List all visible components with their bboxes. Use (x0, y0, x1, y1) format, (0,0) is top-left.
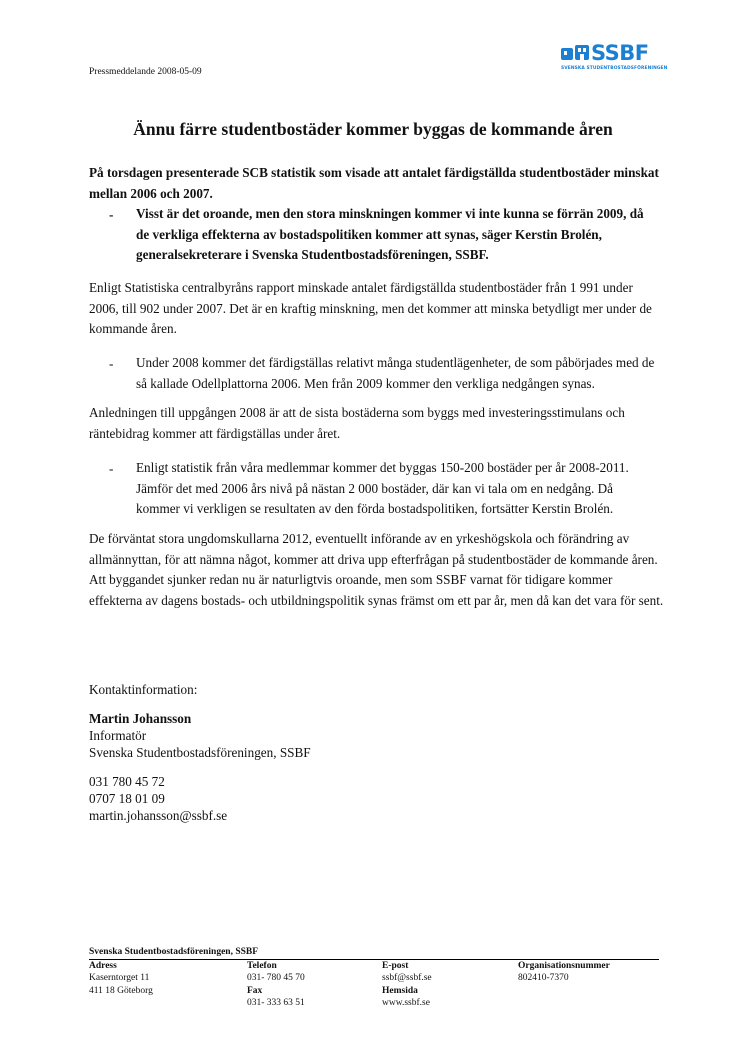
footer-email-label: E-post (382, 961, 409, 971)
footer-web-label: Hemsida (382, 985, 418, 996)
lead-quote: Visst är det oroande, men den stora minskningen kommer vi inte kunna se förrän 2009, då de verkliga effekterna av bostadspolitiken kommer att synas, säger Kerstin Brolén, generalsekreterare i Svenska Studentbostadsföreningen, SSBF. (136, 206, 644, 262)
footer-web-value[interactable]: www.ssbf.se (382, 998, 430, 1009)
footer-phone-label: Telefon (247, 961, 277, 971)
quote-bullet-marker: - (109, 207, 114, 222)
body-paragraph-3: De förväntat stora ungdomskullarna 2012, eventuellt införande av en yrkeshögskola och förändring av allmännyttan, för att nämna något, kommer att driva upp efterfrågan på studentbostäder de kommande åren. Att byggandet sjunker redan nu är naturligtvis oroande, men som SSBF varnat för tidigare kommer effekterna av dagens bostads- och utbildningspolitik synas främst om ett par år, men då kan det vara för sent. (89, 531, 664, 608)
ssbf-logo-icon (561, 44, 591, 64)
footer-orgnr-value: 802410-7370 (518, 973, 569, 984)
contact-org: Svenska Studentbostadsföreningen, SSBF (89, 745, 311, 760)
body-paragraph-2: Anledningen till uppgången 2008 är att de sista bostäderna som byggs med investeringsstimulans och räntebidrag kommer att färdigställas under året. (89, 405, 625, 441)
contact-heading: Kontaktinformation: (89, 682, 198, 697)
contact-role: Informatör (89, 728, 147, 743)
contact-email[interactable]: martin.johansson@ssbf.se (89, 808, 228, 823)
body-bullet-2: Enligt statistik från våra medlemmar kommer det byggas 150-200 bostäder per år 2008-2011. Jämför det med 2006 års nivå på nästan 2 000 bostäder, där kan vi tala om en nedgång. Då kommer vi verkligen se resultaten av den förda bostadspolitiken, fortsätter Kerstin Brolén. (136, 460, 629, 516)
footer-fax-label: Fax (247, 985, 263, 996)
logo-subtitle: SVENSKA STUDENTBOSTADSFÖRENINGEN (561, 66, 668, 71)
footer-address-label: Adress (89, 961, 117, 971)
footer-orgnr (518, 960, 610, 985)
body-paragraph-1: Enligt Statistiska centralbyråns rapport minskade antalet färdigställda studentbostäder från 1 991 under 2006, till 902 under 2007. Det är en kraftig minskning, men det kommer att minska betydligt mer under de kommande åren. (89, 280, 652, 336)
footer-address (89, 960, 153, 997)
bullet-1-marker: - (109, 356, 114, 371)
ssbf-logo (561, 41, 668, 76)
footer-fax-value: 031- 333 63 51 (247, 998, 305, 1009)
footer-phone-value: 031- 780 45 70 (247, 973, 305, 984)
bullet-2-marker: - (109, 461, 114, 476)
press-release-date: Pressmeddelande 2008-05-09 (89, 67, 202, 77)
lead-paragraph: På torsdagen presenterade SCB statistik som visade att antalet färdigställda studentbostäder minskat mellan 2006 och 2007. (89, 165, 659, 201)
page-title: Ännu färre studentbostäder kommer byggas de kommande åren (133, 119, 613, 139)
contact-phone-2: 0707 18 01 09 (89, 791, 165, 806)
footer-email (382, 960, 432, 1010)
footer-email-value[interactable]: ssbf@ssbf.se (382, 973, 432, 984)
footer-address-line-1: Kaserntorget 11 (89, 973, 150, 984)
footer-address-line-2: 411 18 Göteborg (89, 985, 153, 996)
footer-org-name: Svenska Studentbostadsföreningen, SSBF (89, 947, 259, 957)
contact-phone-1: 031 780 45 72 (89, 774, 165, 789)
body-bullet-1: Under 2008 kommer det färdigställas relativt många studentlägenheter, de som påbörjades med de så kallade Odellplattorna 2006. Men från 2009 kommer den verkliga nedgången synas. (136, 355, 655, 391)
contact-name: Martin Johansson (89, 711, 192, 726)
footer-orgnr-label: Organisationsnummer (518, 961, 610, 971)
logo-wordmark: SSBF (591, 41, 649, 65)
footer-phone (247, 960, 305, 1010)
